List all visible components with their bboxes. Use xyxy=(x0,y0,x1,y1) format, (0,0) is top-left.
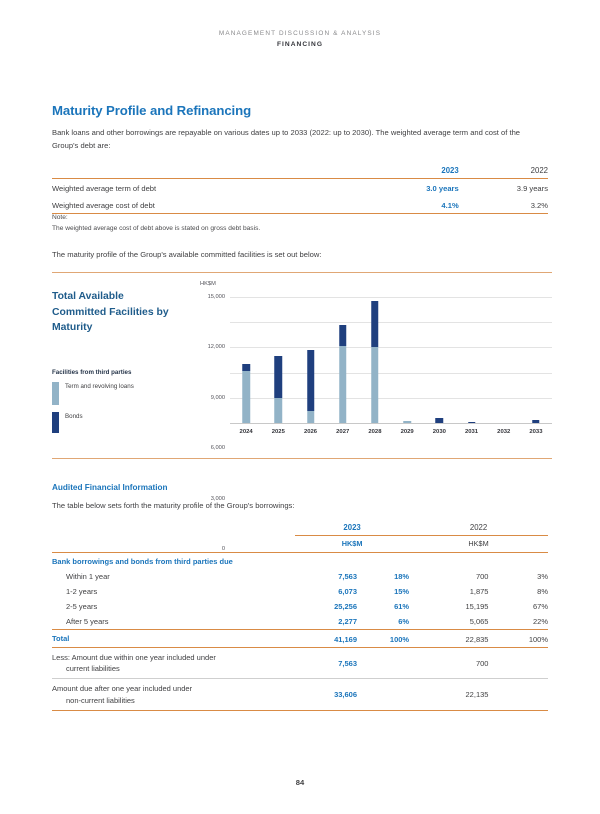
note-block xyxy=(52,213,548,261)
chart-unit-label: HK$M xyxy=(200,281,216,287)
legend-item-bonds xyxy=(52,412,192,433)
bar-segment-bonds xyxy=(468,422,476,423)
page-title: Maturity Profile and Refinancing xyxy=(52,103,252,118)
section-intro: Bank loans and other borrowings are repayable on various dates up to 2033 (2022: up to 2030). The weighted average term and cost of the Group's debt are: xyxy=(52,128,521,151)
maturity-row-1-pct2023: 15% xyxy=(394,587,410,597)
maturity-row-3-2022: 5,065 xyxy=(469,617,489,627)
maturity-row-1-label: 1-2 years xyxy=(66,587,98,597)
less-row-2022: 700 xyxy=(475,658,489,668)
legend-swatch-loans-icon xyxy=(52,382,59,405)
note-text: The weighted average cost of debt above is stated on gross debt basis. xyxy=(52,224,261,232)
bar-segment-loans xyxy=(307,411,315,423)
debt-summary-table xyxy=(52,166,548,214)
bar-2026 xyxy=(307,350,315,423)
y-axis-tick: 9,000 xyxy=(210,394,225,401)
maturity-total-row xyxy=(52,630,548,647)
audited-financial-information xyxy=(52,483,548,711)
less-row-label xyxy=(52,648,295,679)
maturity-row-3-label: After 5 years xyxy=(66,617,109,627)
maturity-bottom-rule xyxy=(52,710,548,711)
bar-slot xyxy=(391,297,423,423)
maturity-header-2022: 2022 xyxy=(469,523,488,533)
x-axis-label-2028: 2028 xyxy=(368,429,382,435)
audited-title: Audited Financial Information xyxy=(52,483,168,492)
after-row-label xyxy=(52,679,295,710)
bar-segment-loans xyxy=(339,346,347,423)
maturity-row-2-pct2022: 67% xyxy=(532,602,548,612)
summary-row-0-2023: 3.0 years xyxy=(426,183,459,193)
bar-slot xyxy=(359,297,391,423)
bar-segment-bonds xyxy=(339,325,347,346)
maturity-group-label: Bank borrowings and bonds from third parties due xyxy=(52,556,233,566)
bar-segment-bonds xyxy=(242,364,250,371)
maturity-header-2023: 2023 xyxy=(343,523,361,533)
bar-2028 xyxy=(371,301,379,423)
maturity-row-0-label: Within 1 year xyxy=(66,571,110,581)
legend-label-bonds: Bonds xyxy=(65,413,83,420)
table-row xyxy=(52,679,548,710)
maturity-total-2023: 41,169 xyxy=(334,634,358,644)
maturity-total-pct2023: 100% xyxy=(389,634,410,644)
bar-2029 xyxy=(403,421,411,423)
x-axis-label-2029: 2029 xyxy=(400,429,414,435)
after-row-line1: Amount due after one year included under xyxy=(52,684,193,694)
bar-segment-bonds xyxy=(436,418,444,423)
maturity-row-1-pct2022: 8% xyxy=(537,587,548,597)
bar-2027 xyxy=(339,325,347,423)
bar-2030 xyxy=(436,418,444,423)
bar-slot xyxy=(294,297,326,423)
bar-segment-bonds xyxy=(275,356,283,398)
x-axis-label-2027: 2027 xyxy=(336,429,350,435)
bar-2031 xyxy=(468,422,476,423)
note-label: Note: xyxy=(52,214,68,221)
x-axis-label-2025: 2025 xyxy=(271,429,285,435)
legend-item-loans xyxy=(52,382,192,405)
bar-slot xyxy=(262,297,294,423)
bar-segment-bonds xyxy=(371,301,379,346)
maturity-total-2022: 22,835 xyxy=(465,634,489,644)
bar-segment-loans xyxy=(371,347,379,423)
summary-row-0-label: Weighted average term of debt xyxy=(52,183,157,193)
bar-segment-bonds xyxy=(307,350,315,411)
bar-slot xyxy=(520,297,552,423)
legend-swatch-bonds-icon xyxy=(52,412,59,433)
maturity-row-0-2023: 7,563 xyxy=(338,571,358,581)
maturity-profile-table xyxy=(52,523,548,710)
bar-segment-loans xyxy=(403,421,411,423)
table-row xyxy=(52,614,548,630)
bar-slot xyxy=(423,297,455,423)
x-axis-label-2030: 2030 xyxy=(432,429,446,435)
summary-row-1-2022: 3.2% xyxy=(530,200,548,210)
maturity-row-3-2023: 2,277 xyxy=(338,617,358,627)
table-row xyxy=(52,179,548,196)
legend-label-loans: Term and revolving loans xyxy=(65,383,134,390)
chart-bars xyxy=(230,297,552,423)
maturity-total-label: Total xyxy=(52,634,70,644)
bar-segment-bonds xyxy=(532,420,540,423)
y-axis-tick: 3,000 xyxy=(210,495,225,502)
maturity-row-1-2023: 6,073 xyxy=(338,587,358,597)
maturity-profile-section xyxy=(52,103,548,214)
y-axis-tick: 12,000 xyxy=(207,344,225,351)
x-axis-label-2024: 2024 xyxy=(239,429,253,435)
bar-slot xyxy=(455,297,487,423)
chart-legend xyxy=(52,369,192,440)
maturity-row-3-pct2023: 6% xyxy=(398,617,410,627)
less-row-line2: current liabilities xyxy=(66,664,120,674)
bar-segment-loans xyxy=(275,398,283,423)
chart-title: Total Available Committed Facilities by Maturity xyxy=(52,291,169,333)
currency-2023: HK$M xyxy=(341,539,363,549)
bar-2024 xyxy=(242,364,250,423)
y-axis-tick: 0 xyxy=(221,546,225,552)
x-axis-label-2031: 2031 xyxy=(464,429,479,435)
x-axis-label-2032: 2032 xyxy=(497,429,511,435)
chart-bottom-rule xyxy=(52,458,552,459)
chart-x-axis-labels xyxy=(230,429,552,435)
running-head-line1: MANAGEMENT DISCUSSION & ANALYSIS xyxy=(218,30,382,37)
summary-row-0-2022: 3.9 years xyxy=(516,183,548,193)
y-axis-tick: 15,000 xyxy=(207,294,225,300)
maturity-row-2-label: 2-5 years xyxy=(66,602,98,612)
after-row-line2: non-current liabilities xyxy=(66,695,135,705)
table-row xyxy=(52,599,548,614)
maturity-row-0-pct2022: 3% xyxy=(537,571,548,581)
x-axis-label-2033: 2033 xyxy=(529,429,543,435)
bar-2033 xyxy=(532,420,540,423)
maturity-row-0-pct2023: 18% xyxy=(394,571,410,581)
maturity-row-1-2022: 1,875 xyxy=(469,587,489,597)
maturity-currency-row xyxy=(52,536,548,553)
maturity-header-row xyxy=(52,523,548,535)
maturity-row-2-2023: 25,256 xyxy=(334,602,358,612)
running-head xyxy=(0,0,600,48)
running-head-line2: FINANCING xyxy=(276,41,324,48)
audited-intro: The table below sets forth the maturity profile of the Group's borrowings: xyxy=(52,501,295,510)
summary-header-2023: 2023 xyxy=(441,166,459,176)
less-row-2023: 7,563 xyxy=(338,658,358,668)
table-row xyxy=(52,584,548,599)
y-axis-tick: 6,000 xyxy=(210,445,225,452)
bar-2025 xyxy=(275,356,283,423)
page-number: 84 xyxy=(295,778,305,787)
currency-2022: HK$M xyxy=(468,539,489,549)
maturity-row-2-pct2023: 61% xyxy=(394,602,410,612)
maturity-row-2-2022: 15,195 xyxy=(465,602,489,612)
maturity-row-3-pct2022: 22% xyxy=(532,617,548,627)
x-axis-label-2026: 2026 xyxy=(303,429,318,435)
after-row-2023: 33,606 xyxy=(334,690,358,700)
less-row-line1: Less: Amount due within one year included under xyxy=(52,652,216,662)
bar-slot xyxy=(327,297,359,423)
maturity-total-pct2022: 100% xyxy=(528,634,548,644)
bar-segment-loans xyxy=(242,371,250,423)
bar-slot xyxy=(230,297,262,423)
bar-slot xyxy=(488,297,520,423)
maturity-group-row xyxy=(52,553,548,569)
summary-header-2022: 2022 xyxy=(530,166,548,176)
legend-title: Facilities from third parties xyxy=(52,369,132,376)
table-row xyxy=(52,648,548,679)
table-row xyxy=(52,569,548,584)
summary-header-row xyxy=(52,166,548,179)
maturity-row-0-2022: 700 xyxy=(475,571,489,581)
summary-row-1-label: Weighted average cost of debt xyxy=(52,200,155,210)
chart-intro: The maturity profile of the Group's available committed facilities is set out below: xyxy=(52,250,322,259)
table-row xyxy=(52,196,548,214)
after-row-2022: 22,135 xyxy=(465,690,489,700)
summary-row-1-2023: 4.1% xyxy=(441,200,459,210)
